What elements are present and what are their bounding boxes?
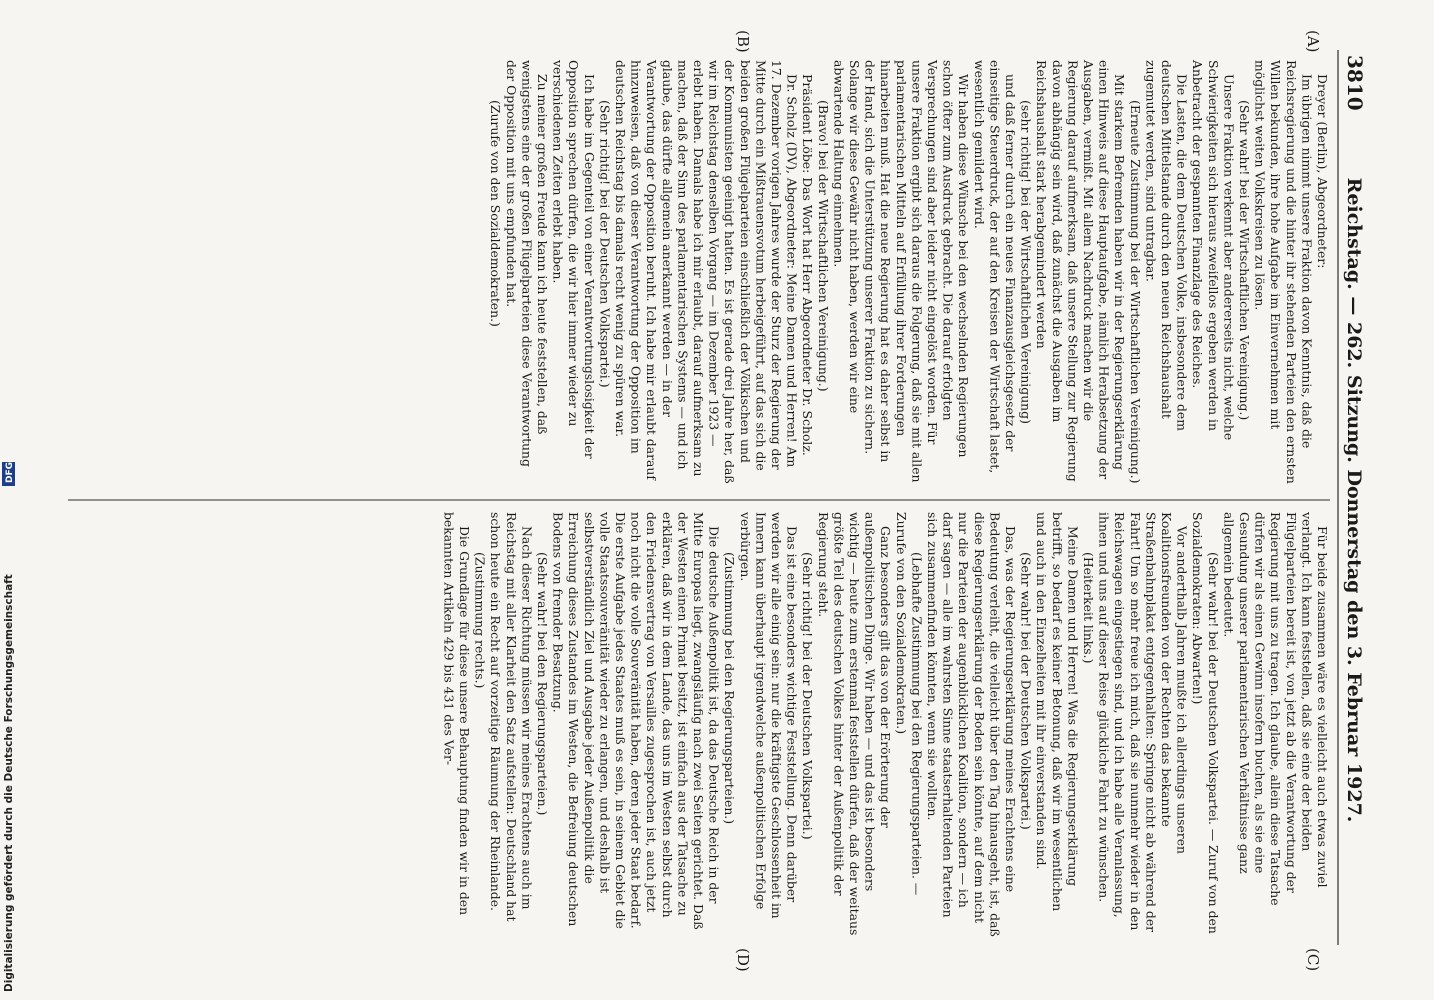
paragraph: Im übrigen nimmt unsere Fraktion davon Kenntnis, daß dieReichsregierung und die hinter ihr stehenden Parteien den ernstenWillen bekunden, ihre hohe Aufgabe im Einvernehmen mitmöglichst weiten Volkskreisen zu lösen. <box>1252 60 1315 484</box>
margin-mark-a: (A) <box>1304 30 1322 53</box>
interjection: (Bravo! bei der Wirtschaftlichen Vereinigung.) <box>815 100 831 392</box>
interjection: (Zustimmung rechts.) <box>472 552 488 689</box>
paragraph: Mit starkem Befremden haben wir in der Regierungserklärungeinen Hinweis auf diese Hauptaufgabe, nämlich Herabsetzung derAusgaben, vermißt. Mit allem Nachdruck machen wir dieRegierung darauf aufmerksam, daß unsere Stellung zur Regierungdavon abhängig sein wird, daß zunächst die Ausgaben imReichshaushalt stark herabgemindert werden <box>1034 60 1128 482</box>
interjection: (sehr richtig! bei der Wirtschaftlichen Vereinigung) <box>1018 100 1034 424</box>
dfg-logo-text: DFG <box>5 461 15 483</box>
dfg-credit-text: Digitalisierung gefördert durch die Deutsche Forschungsgemeinschaft <box>3 574 15 992</box>
paragraph: Wir haben diese Wünsche bei den wechselnden Regierungenschon öfter zum Ausdruck gebracht. Die darauf erfolgtenVersprechungen sind aber leider nicht eingelöst worden. Fürunsere Fraktion ergibt sich daraus die Folgerung, daß sie mit allenparlamentarischen Mitteln auf Erfüllung ihrer Forderungenhinarbeiten muß. Hat die neue Regierung hat es daher selbst inder Hand, sich die Unterstützung unserer Fraktion zu sichern.Solange wir diese Gewähr nicht haben, werden wir eineabwartende Haltung einnehmen. <box>831 60 972 483</box>
page-number: 3810 <box>1343 55 1367 111</box>
paragraph: Das, was der Regierungserklärung meines Erachtens eineBedeutung verleiht, die vielleicht über den Tag hinausgeht, ist, daßdiese Regierungserklärung der Boden sein könnte, auf dem nichtnur die Parteien der augenblicklichen Koalition, sondern — ichdarf sagen — alle im wahrsten Sinne staatserhaltenden Parteiensich zusammenfinden könnten, wenn sie wollten. <box>925 512 1018 937</box>
paragraph: Zu meiner großen Freude kann ich heute feststellen, daßwenigstens eine der großen Flügelparteien diese Verantwortungder Opposition mit uns empfunden hat. <box>503 60 550 467</box>
paragraph: Die Lasten, die dem Deutschen Volke, insbesondere demdeutschen Mittelstande durch den neuen Reichshaushaltzugemutet werden, sind untragbar. <box>1143 60 1190 431</box>
margin-mark-d: (D) <box>734 948 752 972</box>
interjection: (Heiterkeit links.) <box>1081 552 1096 664</box>
paragraph: Vor anderthalb Jahren mußte ich allerdings unserenKoalitionsfreunden von der Rechten das bekannteStraßenbahnplakat entgegenhalten: Springe nicht ab während derFahrt! Um so mehr freue ich mich, daß sie nunmehr wieder in denReichswagen eingestiegen sind, und ich habe alle Veranlassung,ihnen und uns auf dieser Reise glückliche Fahrt zu wünschen. <box>1096 512 1190 933</box>
paragraph: Nach dieser Richtung müssen wir meines Erachtens auch imReichstag mit aller Klarheit den Satz aufstellen: Deutschland hatschon heute ein Recht auf vorzeitige Räumung der Rheinlande. <box>488 512 535 922</box>
interjection: (Erneute Zustimmung bei der Wirtschaftlichen Vereinigung.) <box>1127 100 1143 484</box>
interjection: (Sehr wahr! bei der Deutschen Volkspartei.) <box>1018 552 1034 830</box>
paragraph: Meine Damen und Herren! Was die Regierungserklärungbetrifft, so bedarf es keiner Betonung, daß wir im wesentlichenund auch in den Einzelheiten mit ihr einverstanden sind. <box>1034 512 1081 912</box>
paragraph: Für beide zusammen wäre es vielleicht auch etwas zuvielverlangt. Ich kann feststellen, daß sie eine der beidenFlügelparteien bereit ist, von jetzt ab die Verantwortung derRegierung mit uns zu tragen. Ich glaube, allein diese Tatsachedürfen wir als einen Gewinn insofern buchen, als sie eineGesundung unserer parlamentarischen Verhältnisse ganzallgemein bedeutet. <box>1221 512 1330 906</box>
interjection: (Sehr wahr! bei den Regierungsparteien.) <box>535 552 550 816</box>
paragraph: Die Grundlage für diese unsere Behauptung finden wir in denbekannten Artikeln 429 bis 431 des Ver- <box>441 512 472 916</box>
paragraph: Ganz besonders gilt das von der Erörterung deraußenpolitischen Dinge. Wir haben — und das ist besonderswichtig — heute zum erstenmal feststellen dürfen, daß der weitausgrößte Teil des deutschen Volkes hinter der Außenpolitik derRegierung steht. <box>815 512 894 936</box>
running-header: Reichstag. — 262. Sitzung. Donnerstag den 3. Februar 1927. <box>1343 177 1365 823</box>
interjection: (Sehr richtig! bei der Deutschen Volkspartei.) <box>800 552 816 840</box>
interjection: (Sehr wahr! bei der Deutschen Volkspartei. — Zuruf von denSozialdemokraten: Abwarten!) <box>1190 512 1221 934</box>
paragraph: Ich habe im Gegenteil von einer Verantwortungslosigkeit derOpposition sprechen dürfen, die wir hier immer wieder zuverschiedenen Zeiten erlebt haben. <box>550 60 597 459</box>
paragraph: Dr. Scholz (DV), Abgeordneter: Meine Damen und Herren! Am17. Dezember vorigen Jahres wurde der Sturz der Regierung derMitte durch ein Mißtrauensvotum herbeigeführt, auf das sich diebeiden großen Flügelparteien einschließlich der Völkischen undder Kommunisten geeinigt hatten. Es ist gerade drei Jahre her, daßwir im Reichstag denselben Vorgang — im Dezember 1923 —erlebt haben. Damals habe ich mir erlaubt, darauf aufmerksam zumachen, daß der Sinn des parlamentarischen Systems — und ichglaube, das dürfte allgemein anerkannt werden — in derVerantwortung der Opposition beruht. Ich habe mir erlaubt daraufhinzuweisen, daß von dieser Verantwortung der Opposition imdeutschen Reichstag bis damals recht wenig zu spüren war. <box>613 60 800 484</box>
interjection: (Zustimmung bei den Regierungsparteien.) <box>722 552 738 825</box>
paragraph: Unsere Fraktion verkennt aber andererseits nicht, welcheSchwierigkeiten sich hieraus zweifellos ergeben werden inAnbetracht der gespannten Finanzlage des Reiches. <box>1190 60 1237 441</box>
margin-mark-c: (C) <box>1304 948 1322 972</box>
paragraph: Dreyer (Berlin), Abgeordneter: <box>1315 74 1330 269</box>
interjection: (Lebhafte Zustimmung bei den Regierungsparteien. —Zurufe von den Sozialdemokraten.) <box>893 512 925 896</box>
paragraph: Präsident Löbe: Das Wort hat Herr Abgeordneter Dr. Scholz. <box>800 74 816 456</box>
interjection: (Zurufe von den Sozialdemokraten.) <box>488 100 504 327</box>
interjection: (Sehr wahr! bei der Wirtschaftlichen Vereinigung.) <box>1237 100 1252 421</box>
interjection: (Sehr richtig! bei der Deutschen Volkspartei.) <box>597 100 613 388</box>
paragraph: und daß ferner durch ein neues Finanzausgleichsgesetz dereinseitige Steuerdruck, der auf den Kreisen der Wirtschaft lastet,wesentlich gemildert wird. <box>971 60 1018 474</box>
paragraph: Das ist eine besonders wichtige Feststellung. Denn darüberwerden wir alle einig sein: nur die kräftigste Geschlossenheit imInnern kann überhaupt irgendwelche außenpolitischen Erfolgeverbürgen. <box>737 512 800 919</box>
margin-mark-b: (B) <box>734 30 752 53</box>
paragraph: Die deutsche Außenpolitik ist, da das Deutsche Reich in derMitte Europas liegt, zwangsläufig nach zwei Seiten gerichtet. Daßder Westen einen Primat besitzt, ist einfach aus der Tatsache zuerklären, daß wir in dem Lande, das uns im Westen selbst durchden Friedensvertrag von Versailles zugesprochen ist, auch jetztnoch nicht die volle Souveränität haben, deren jeder Staat bedarf.Die erste Aufgabe jedes Staates muß es sein, in seinem Gebiet dievolle Staatssouveränität wieder zu erlangen, und deshalb istselbstverständlich Ziel und Ausgabe jeder Außenpolitik dieErreichung dieses Zustandes im Westen, die Befreiung deutschenBodens von fremder Besatzung. <box>550 512 722 930</box>
